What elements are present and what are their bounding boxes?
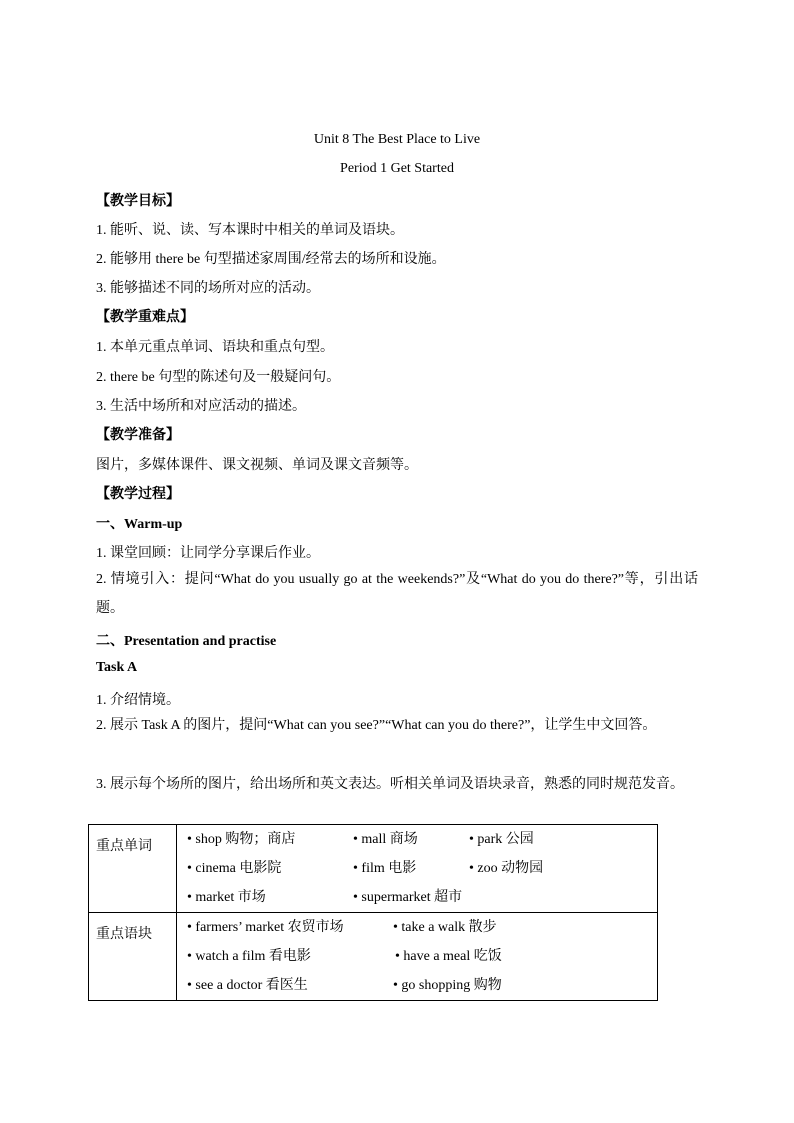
phrase-entry: • take a walk 散步 <box>393 920 497 935</box>
objectives-heading: 【教学目标】 <box>96 194 180 209</box>
warmup-heading: 一、Warm-up <box>96 517 183 532</box>
warmup-item: 1. 课堂回顾：让同学分享课后作业。 <box>96 546 320 561</box>
word-entry: • supermarket 超市 <box>353 890 463 905</box>
presentation-heading: 二、Presentation and practise <box>96 634 277 649</box>
list-item <box>187 913 657 942</box>
list-item <box>187 971 657 1000</box>
word-entry: • market 市场 <box>187 890 266 905</box>
task-a-heading: Task A <box>96 660 138 675</box>
list-item <box>187 854 657 883</box>
task-item: 1. 介绍情境。 <box>96 693 180 708</box>
task-item: 3. 展示每个场所的图片，给出场所和英文表达。听相关单词及语块录音，熟悉的同时规范发音。 <box>96 777 684 792</box>
objective-item: 3. 能够描述不同的场所对应的活动。 <box>96 281 320 296</box>
phrase-entry: • watch a film 看电影 <box>187 949 311 964</box>
list-item <box>187 883 657 912</box>
word-entry: • cinema 电影院 <box>187 861 282 876</box>
key-words-cell <box>177 825 658 913</box>
phrase-entry: • have a meal 吃饭 <box>395 949 502 964</box>
process-heading: 【教学过程】 <box>96 487 180 502</box>
key-point-item: 3. 生活中场所和对应活动的描述。 <box>96 399 306 414</box>
warmup-item: 2. 情境引入：提问“What do you usually go at the weekends?”及“What do you do there?”等，引出话题。 <box>96 572 698 616</box>
word-entry: • park 公园 <box>469 832 534 847</box>
document-subtitle: Period 1 Get Started <box>340 161 454 176</box>
key-point-item: 2. there be 句型的陈述句及一般疑问句。 <box>96 370 341 385</box>
key-phrases-cell <box>177 913 658 1001</box>
vocabulary-table <box>88 824 658 1001</box>
document-title: Unit 8 The Best Place to Live <box>313 132 481 147</box>
phrase-entry: • farmers’ market 农贸市场 <box>187 920 344 935</box>
word-entry: • shop 购物；商店 <box>187 832 296 847</box>
word-entry: • zoo 动物园 <box>469 861 544 876</box>
key-phrases-label: 重点语块 <box>89 913 177 1001</box>
table-row <box>89 825 658 913</box>
objective-item: 2. 能够用 there be 句型描述家周围/经常去的场所和设施。 <box>96 252 446 267</box>
task-item: 2. 展示 Task A 的图片，提问“What can you see?”“What can you do there?”，让学生中文回答。 <box>96 718 657 733</box>
objective-item: 1. 能听、说、读、写本课时中相关的单词及语块。 <box>96 223 404 238</box>
key-point-item: 1. 本单元重点单词、语块和重点句型。 <box>96 340 334 355</box>
table-row <box>89 913 658 1001</box>
list-item <box>187 942 657 971</box>
preparation-text: 图片，多媒体课件、课文视频、单词及课文音频等。 <box>96 458 418 473</box>
word-entry: • film 电影 <box>353 861 417 876</box>
key-points-heading: 【教学重难点】 <box>96 310 194 325</box>
key-words-label: 重点单词 <box>89 825 177 913</box>
word-entry: • mall 商场 <box>353 832 418 847</box>
phrase-entry: • go shopping 购物 <box>393 978 502 993</box>
phrase-entry: • see a doctor 看医生 <box>187 978 308 993</box>
preparation-heading: 【教学准备】 <box>96 428 180 443</box>
list-item <box>187 825 657 854</box>
